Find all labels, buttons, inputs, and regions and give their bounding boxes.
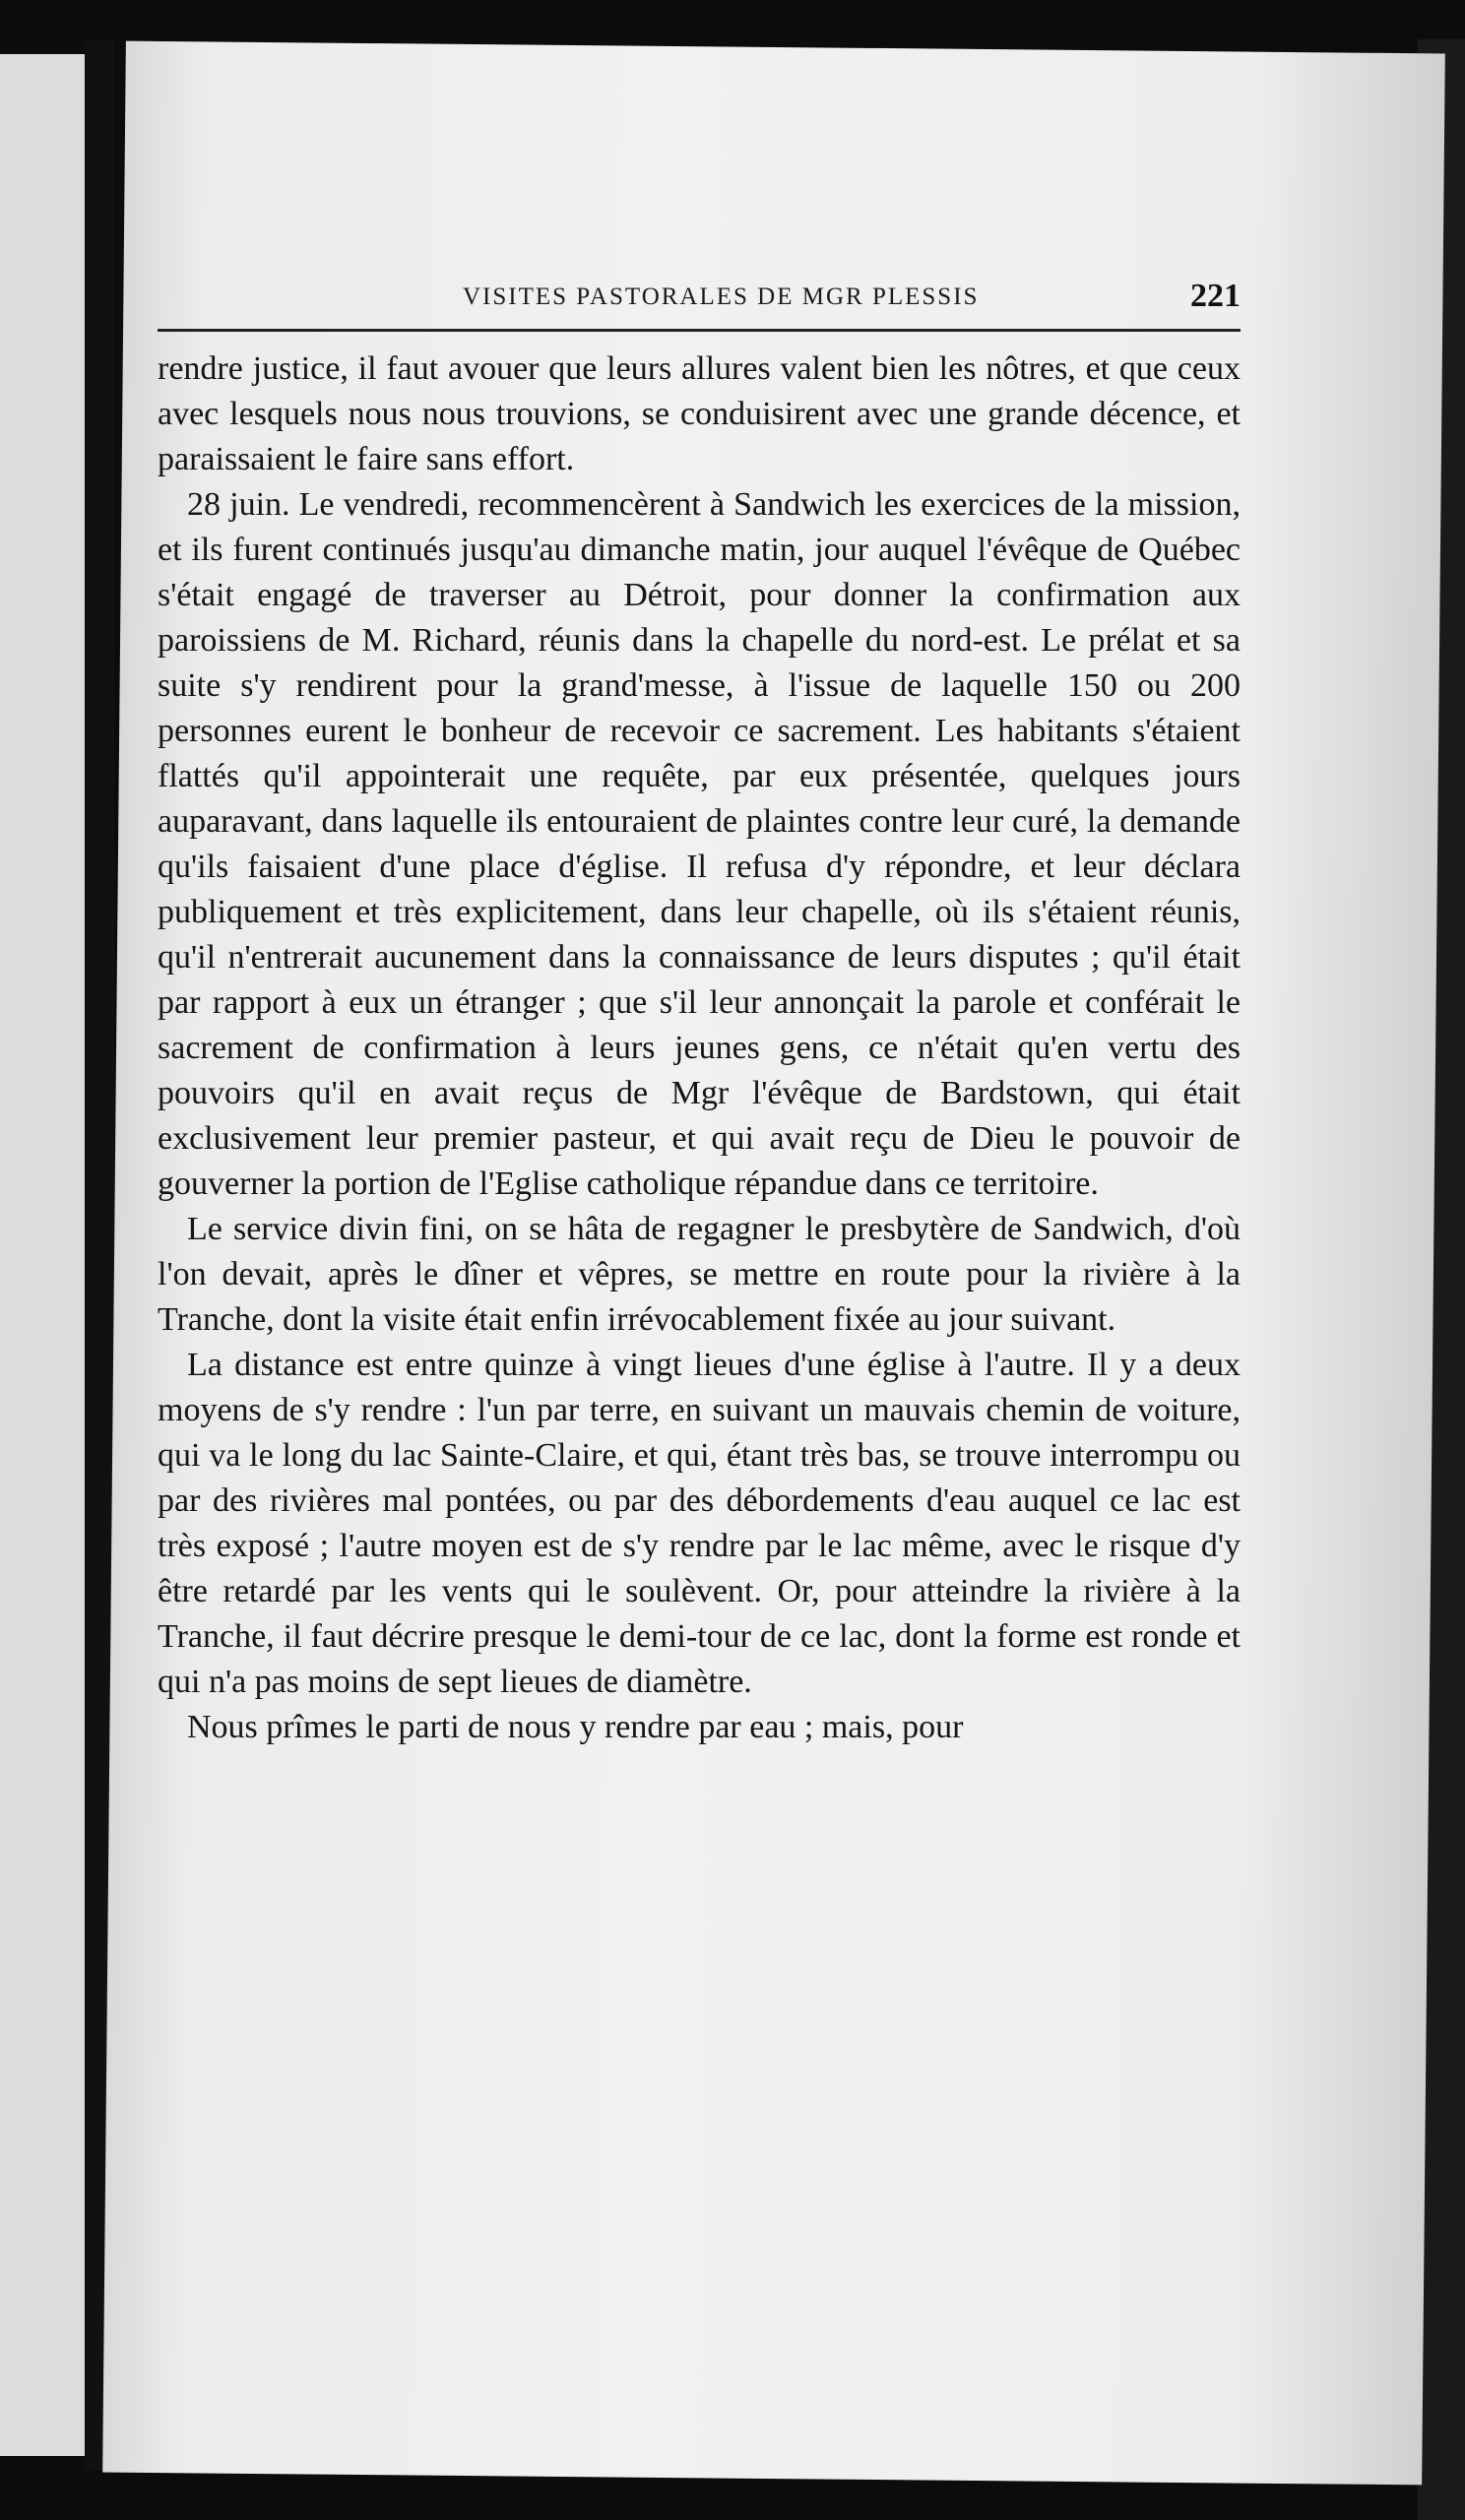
paragraph: 28 juin. Le vendredi, recommencèrent à Sandwich les exercices de la mission, et ils furent continués jusqu'au dimanche matin, jour auquel l'évêque de Québec s'était engagé de traverser au Détroit, pour donner la confirmation aux paroissiens de M. Richard, réunis dans la chapelle du nord-est. Le prélat et sa suite s'y rendirent pour la grand'messe, à l'issue de laquelle 150 ou 200 personnes eurent le bonheur de recevoir ce sacrement. Les habitants s'étaient flattés qu'il appointerait une requête, par eux présentée, quelques jours auparavant, dans laquelle ils entouraient de plaintes contre leur curé, la demande qu'ils faisaient d'une place d'église. Il refusa d'y répondre, et leur déclara publiquement et très explicitement, dans leur chapelle, où ils s'étaient réunis, qu'il n'entrerait aucunement dans la connaissance de leurs disputes ; qu'il était par rapport à eux un étranger ; que s'il leur annonçait la parole et conférait le sacrement de confirmation à leurs jeunes gens, ce n'était qu'en vertu des pouvoirs qu'il en avait reçus de Mgr l'évêque de Bardstown, qui était exclusivement leur premier pasteur, et qui avait reçu de Dieu le pouvoir de gouverner la portion de l'Eglise catholique répandue dans ce territoire. <box>158 486 1241 1202</box>
facing-page-edge <box>0 54 85 2456</box>
page-header <box>158 244 1241 314</box>
running-title: VISITES PASTORALES DE MGR PLESSIS <box>463 284 980 310</box>
page-number: 221 <box>1190 278 1241 314</box>
paragraph: Nous prîmes le parti de nous y rendre par eau ; mais, pour <box>187 1709 964 1745</box>
paragraph: Le service divin fini, on se hâta de regagner le presbytère de Sandwich, d'où l'on devait, après le dîner et vêpres, se mettre en route pour la rivière à la Tranche, dont la visite était enfin irrévocablement fixée au jour suivant. <box>158 1211 1241 1338</box>
body-text <box>158 346 1241 1750</box>
paragraph: rendre justice, il faut avouer que leurs allures valent bien les nôtres, et que ceux avec lesquels nous nous trouvions, se conduisirent avec une grande décence, et paraissaient le faire sans effort. <box>158 350 1241 477</box>
header-rule <box>158 329 1241 332</box>
paragraph: La distance est entre quinze à vingt lieues d'une église à l'autre. Il y a deux moyens de s'y rendre : l'un par terre, en suivant un mauvais chemin de voiture, qui va le long du lac Sainte-Claire, et qui, étant très bas, se trouve interrompu ou par des rivières mal pontées, ou par des débordements d'eau auquel ce lac est très exposé ; l'autre moyen est de s'y rendre par le lac même, avec le risque d'y être retardé par les vents qui le soulèvent. Or, pour atteindre la rivière à la Tranche, il faut décrire presque le demi-tour de ce lac, dont la forme est ronde et qui n'a pas moins de sept lieues de diamètre. <box>158 1347 1241 1700</box>
